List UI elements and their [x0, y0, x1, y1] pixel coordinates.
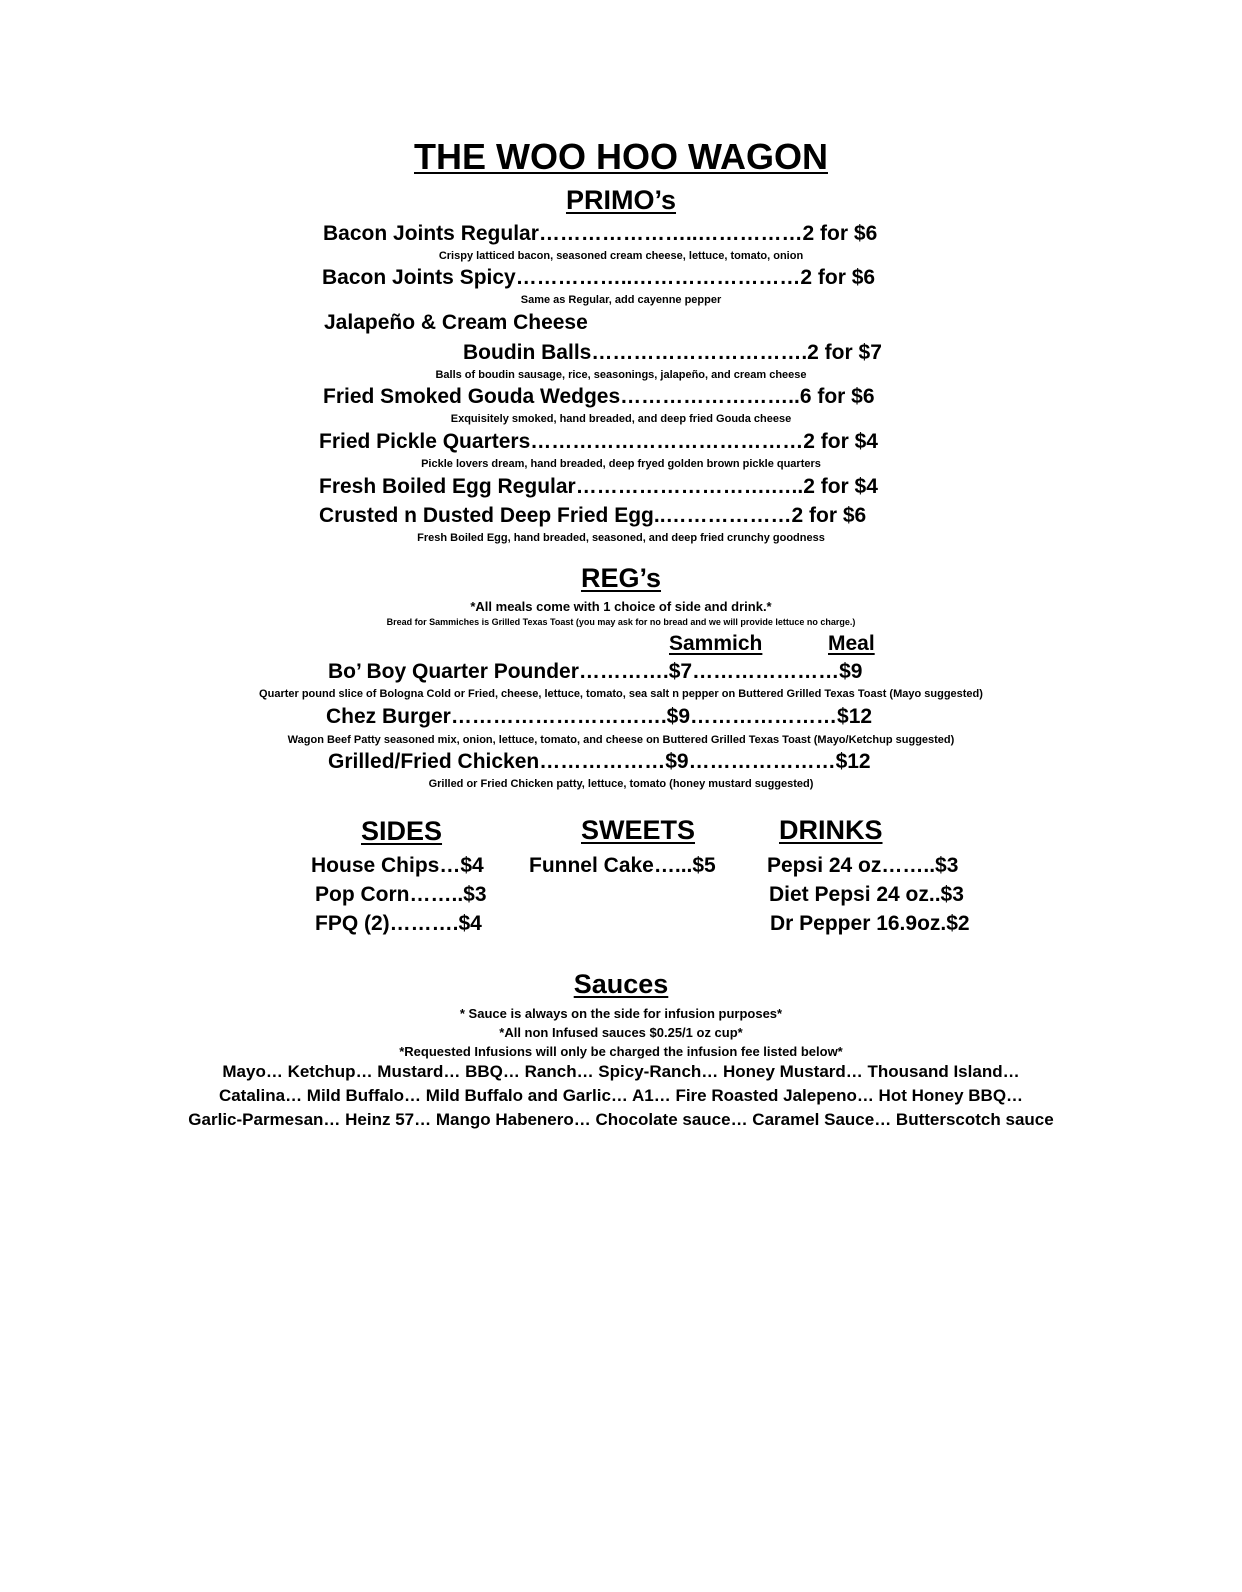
menu-item-description: Grilled or Fried Chicken patty, lettuce, tomato (honey mustard suggested) — [428, 778, 814, 790]
menu-item-description: Fresh Boiled Egg, hand breaded, seasoned, and deep fried crunchy goodness — [417, 532, 825, 544]
sauces-heading: Sauces — [573, 969, 669, 999]
column-meal: Meal — [828, 632, 875, 655]
sauce-note: *Requested Infusions will only be charged the infusion fee listed below* — [399, 1044, 843, 1059]
drinks-heading: DRINKS — [779, 815, 883, 845]
menu-item-description: Pickle lovers dream, hand breaded, deep fryed golden brown pickle quarters — [421, 458, 821, 470]
regs-bread-note: Bread for Sammiches is Grilled Texas Toast (you may ask for no bread and we will provide lettuce no charge.) — [386, 617, 856, 627]
regs-note: *All meals come with 1 choice of side and drink.* — [470, 599, 772, 614]
sauce-note: * Sauce is always on the side for infusion purposes* — [459, 1006, 783, 1021]
menu-item-chez-burger: Chez Burger………………………….$9…………………$12 — [326, 705, 873, 728]
sauce-list-line: Mayo… Ketchup… Mustard… BBQ… Ranch… Spicy-Ranch… Honey Mustard… Thousand Island… — [222, 1062, 1020, 1081]
primos-heading: PRIMO’s — [565, 185, 677, 215]
menu-item-fried-pickle-quarters: Fried Pickle Quarters…………………………………2 for $4 — [319, 430, 878, 453]
drink-item: Diet Pepsi 24 oz..$3 — [769, 883, 964, 906]
side-item: FPQ (2)……….$4 — [315, 912, 482, 935]
sweet-item: Funnel Cake…...$5 — [529, 854, 716, 877]
sweets-heading: SWEETS — [581, 815, 696, 845]
menu-item-gouda-wedges: Fried Smoked Gouda Wedges……………………..6 for $6 — [323, 385, 875, 408]
menu-item-bacon-joints-spicy: Bacon Joints Spicy……………..……………………2 for $6 — [322, 266, 876, 289]
menu-item-description: Crispy latticed bacon, seasoned cream cheese, lettuce, tomato, onion — [438, 250, 804, 262]
menu-item-description: Same as Regular, add cayenne pepper — [520, 294, 722, 306]
regs-heading: REG’s — [580, 563, 662, 593]
sauce-list-line: Garlic-Parmesan… Heinz 57… Mango Habenero… Chocolate sauce… Caramel Sauce… Butterscotch sauce — [188, 1110, 1054, 1129]
menu-item-boiled-egg-regular: Fresh Boiled Egg Regular……………………….…..2 for $4 — [319, 475, 878, 498]
menu-title: THE WOO HOO WAGON — [414, 136, 828, 177]
menu-item-boudin-balls: Boudin Balls………………………….2 for $7 — [463, 341, 882, 364]
sides-heading: SIDES — [361, 816, 443, 846]
menu-item-description: Exquisitely smoked, hand breaded, and deep fried Gouda cheese — [450, 413, 792, 425]
menu-item-description: Quarter pound slice of Bologna Cold or Fried, cheese, lettuce, tomato, sea salt n pepper on Buttered Grilled Texas Toast (Mayo suggested) — [259, 688, 983, 700]
sauce-note: *All non Infused sauces $0.25/1 oz cup* — [499, 1025, 743, 1040]
column-sammich: Sammich — [669, 632, 763, 655]
menu-item-jalapeno-cream-cheese: Jalapeño & Cream Cheese — [324, 311, 588, 334]
menu-item-bacon-joints-regular: Bacon Joints Regular…………………..……………2 for $6 — [323, 222, 878, 245]
menu-item-grilled-fried-chicken: Grilled/Fried Chicken………………$9…………………$12 — [328, 750, 871, 773]
drink-item: Pepsi 24 oz……..$3 — [767, 854, 959, 877]
sauce-list-line: Catalina… Mild Buffalo… Mild Buffalo and Garlic… A1… Fire Roasted Jalepeno… Hot Honey BBQ… — [218, 1086, 1024, 1105]
menu-item-description: Balls of boudin sausage, rice, seasonings, jalapeño, and cream cheese — [435, 369, 807, 381]
side-item: Pop Corn……..$3 — [315, 883, 487, 906]
menu-item-bo-boy: Bo’ Boy Quarter Pounder………….$7…………………$9 — [328, 660, 863, 683]
menu-item-crusted-fried-egg: Crusted n Dusted Deep Fried Egg..………………2 for $6 — [319, 504, 867, 527]
drink-item: Dr Pepper 16.9oz.$2 — [770, 912, 970, 935]
side-item: House Chips…$4 — [311, 854, 484, 877]
menu-item-description: Wagon Beef Patty seasoned mix, onion, lettuce, tomato, and cheese on Buttered Grilled Texas Toast (Mayo/Ketchup suggested) — [287, 734, 955, 746]
